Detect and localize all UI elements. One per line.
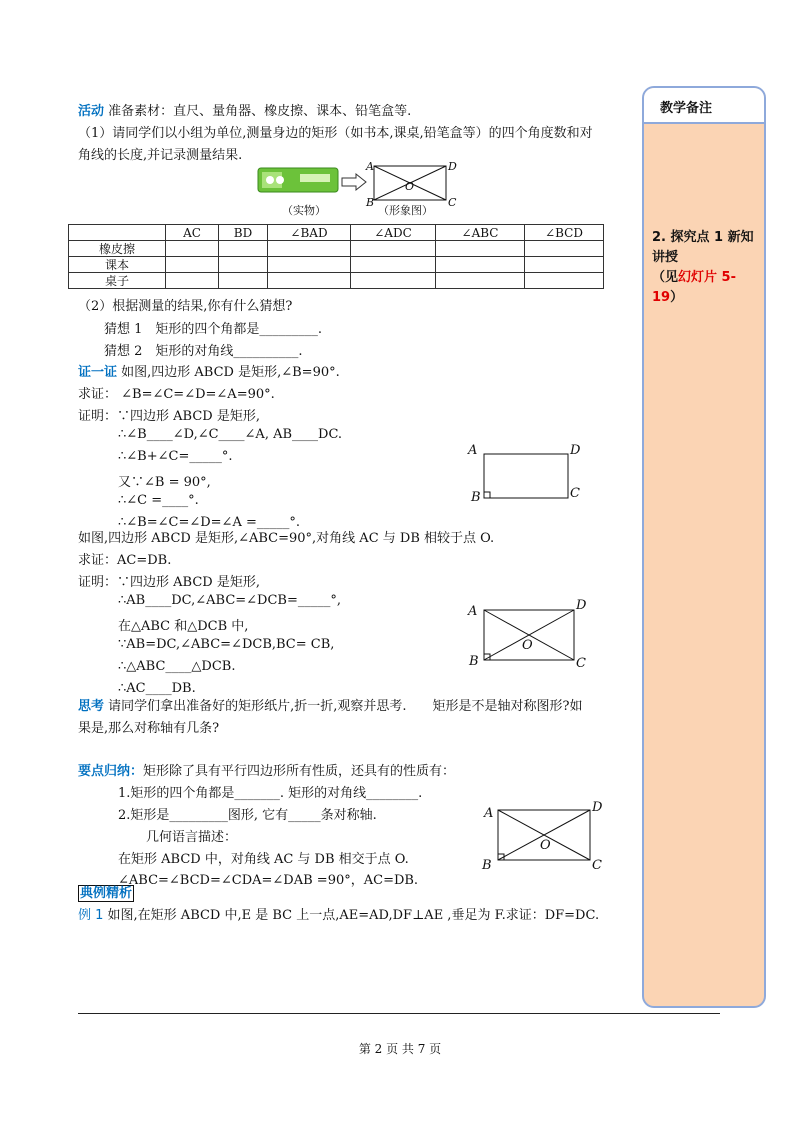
teaching-note — [652, 228, 764, 308]
fig2-label-d: D — [570, 443, 581, 458]
eraser-label-icon — [300, 174, 330, 182]
table-cell[interactable] — [268, 273, 351, 289]
table-cell[interactable] — [219, 273, 268, 289]
table-header-cell: ∠ABC — [436, 225, 525, 241]
footer-divider — [78, 1013, 720, 1014]
rectangle-figure-2 — [470, 598, 590, 670]
example-1 — [78, 904, 599, 923]
proof1-line: 证明：∵四边形 ABCD 是矩形, — [78, 409, 260, 424]
caption-real: （实物） — [282, 204, 326, 217]
note-prefix: 2. 探究点 1 新知讲授 — [652, 230, 754, 265]
table-row — [69, 257, 604, 273]
fig4-label-b: B — [482, 858, 492, 873]
rectangle-figure-3 — [484, 798, 604, 870]
teaching-notes-header — [644, 88, 764, 124]
caption-shape: （形象图） — [378, 204, 433, 217]
table-cell[interactable] — [166, 273, 219, 289]
example-text: 如图,在矩形 ABCD 中,E 是 BC 上一点,AE=AD,DF⊥AE ,垂足为 F.求证：DF=DC. — [103, 908, 600, 923]
summary-line: 在矩形 ABCD 中，对角线 AC 与 DB 相交于点 O. — [118, 852, 409, 867]
proof1-line: ∴∠B+∠C=_____°. — [118, 449, 233, 464]
table-cell[interactable] — [219, 241, 268, 257]
example-section-label: 典例精析 — [80, 886, 133, 901]
example-label: 例 1 — [78, 908, 104, 923]
fig1-label-a: A — [366, 160, 374, 173]
summary-intro — [78, 760, 455, 779]
guess-1: 猜想 1 矩形的四个角都是_________. — [104, 322, 323, 337]
table-header-cell: ∠BAD — [268, 225, 351, 241]
proof1-line: ∴∠C =____°. — [118, 493, 199, 508]
proof2-line: ∴AB____DC,∠ABC=∠DCB=_____°, — [118, 593, 342, 608]
activity-line1 — [78, 100, 411, 119]
slide-reference: 幻灯片 5-19 — [652, 270, 736, 305]
fig3-label-o: O — [522, 638, 533, 653]
fig1-label-c: C — [448, 196, 457, 209]
table-cell[interactable] — [436, 257, 525, 273]
table-cell[interactable] — [351, 241, 436, 257]
fig2-label-c: C — [570, 486, 580, 501]
row-label: 桌子 — [69, 273, 166, 289]
fig3-label-b: B — [469, 654, 479, 669]
proof2-line: 求证：AC=DB. — [78, 553, 172, 568]
eraser-dot-icon — [276, 176, 284, 184]
rectangle-shape — [484, 454, 568, 498]
activity-line2: （1）请同学们以小组为单位,测量身边的矩形（如书本,课桌,铅笔盒等）的四个角度数和对 — [78, 126, 593, 141]
table-cell[interactable] — [436, 273, 525, 289]
teaching-notes-title: 教学备注 — [660, 101, 713, 116]
table-cell[interactable] — [351, 273, 436, 289]
teaching-notes-panel — [642, 86, 766, 1008]
think-label: 思考 — [78, 699, 105, 714]
eraser-dot-icon — [266, 176, 274, 184]
fig4-label-d: D — [592, 800, 603, 815]
row-label: 课本 — [69, 257, 166, 273]
think-line2: 果是,那么对称轴有几条? — [78, 721, 220, 736]
measurement-table — [68, 224, 604, 289]
fig1-label-o: O — [405, 180, 415, 193]
think-text: 请同学们拿出准备好的矩形纸片,折一折,观察并思考. 矩形是不是轴对称图形?如 — [104, 699, 583, 714]
table-header-row — [69, 225, 604, 241]
table-cell[interactable] — [268, 257, 351, 273]
arrow-icon — [342, 174, 366, 190]
table-cell[interactable] — [525, 241, 604, 257]
table-cell[interactable] — [166, 257, 219, 273]
fig4-label-o: O — [540, 838, 551, 853]
summary-line: ∠ABC=∠BCD=∠CDA=∠DAB =90°，AC=DB. — [118, 873, 419, 888]
fig3-label-d: D — [576, 598, 587, 613]
fig3-label-a: A — [468, 604, 478, 619]
right-angle-icon — [484, 492, 490, 498]
table-cell[interactable] — [525, 257, 604, 273]
table-cell[interactable] — [436, 241, 525, 257]
proof1-label: 证一证 — [78, 365, 118, 380]
table-header-cell: AC — [166, 225, 219, 241]
proof1-intro — [78, 361, 340, 380]
page-footer: 第 2 页 共 7 页 — [358, 1042, 442, 1056]
table-cell[interactable] — [351, 257, 436, 273]
proof2-line: ∴AC____DB. — [118, 681, 196, 696]
note-open: （见 — [652, 270, 679, 285]
fig1-label-b: B — [366, 196, 375, 209]
fig1-label-d: D — [448, 160, 457, 173]
proof1-line: ∴∠B____∠D,∠C____∠A, AB____DC. — [118, 427, 343, 442]
table-cell[interactable] — [268, 241, 351, 257]
summary-line: 1.矩形的四个角都是_______. 矩形的对角线________. — [118, 786, 423, 801]
proof1-statement: 如图,四边形 ABCD 是矩形,∠B=90°. — [117, 365, 340, 380]
summary-text: 矩形除了具有平行四边形所有性质，还具有的性质有： — [143, 764, 456, 779]
guess-intro: （2）根据测量的结果,你有什么猜想? — [78, 299, 293, 314]
proof2-line: ∴△ABC____△DCB. — [118, 659, 236, 674]
fig2-label-b: B — [471, 490, 481, 505]
table-header-cell: ∠ADC — [351, 225, 436, 241]
fig3-label-c: C — [576, 656, 586, 671]
proof1-line: 又∵∠B = 90°, — [118, 475, 211, 490]
summary-line: 几何语言描述： — [146, 830, 238, 845]
fig2-label-a: A — [468, 443, 478, 458]
proof1-line: 求证： ∠B=∠C=∠D=∠A=90°. — [78, 387, 275, 402]
table-header-cell: ∠BCD — [525, 225, 604, 241]
table-row — [69, 241, 604, 257]
table-header-cell — [69, 225, 166, 241]
proof2-line: ∵AB=DC,∠ABC=∠DCB,BC= CB, — [118, 637, 335, 652]
think-line1 — [78, 695, 583, 714]
fig4-label-a: A — [484, 806, 494, 821]
summary-label: 要点归纳： — [78, 764, 144, 779]
note-close: ） — [670, 290, 684, 305]
activity-line3: 角线的长度,并记录测量结果. — [78, 148, 243, 163]
fig4-label-c: C — [592, 858, 602, 873]
proof2-line: 在△ABC 和△DCB 中, — [118, 619, 249, 634]
proof1-line: ∴∠B=∠C=∠D=∠A =_____°. — [118, 515, 300, 530]
summary-line: 2.矩形是_________图形, 它有_____条对称轴. — [118, 808, 377, 823]
activity-label: 活动 — [78, 104, 105, 119]
table-row — [69, 273, 604, 289]
row-label: 橡皮擦 — [69, 241, 166, 257]
table-header-cell: BD — [219, 225, 268, 241]
table-cell[interactable] — [166, 241, 219, 257]
proof2-line: 证明：∵四边形 ABCD 是矩形, — [78, 575, 260, 590]
activity-materials: 准备素材：直尺、量角器、橡皮擦、课本、铅笔盒等. — [108, 104, 412, 119]
proof2-line: 如图,四边形 ABCD 是矩形,∠ABC=90°,对角线 AC 与 DB 相较于点 O. — [78, 531, 495, 546]
guess-2: 猜想 2 矩形的对角线__________. — [104, 344, 303, 359]
table-cell[interactable] — [219, 257, 268, 273]
example-section-heading — [78, 882, 134, 901]
table-cell[interactable] — [525, 273, 604, 289]
